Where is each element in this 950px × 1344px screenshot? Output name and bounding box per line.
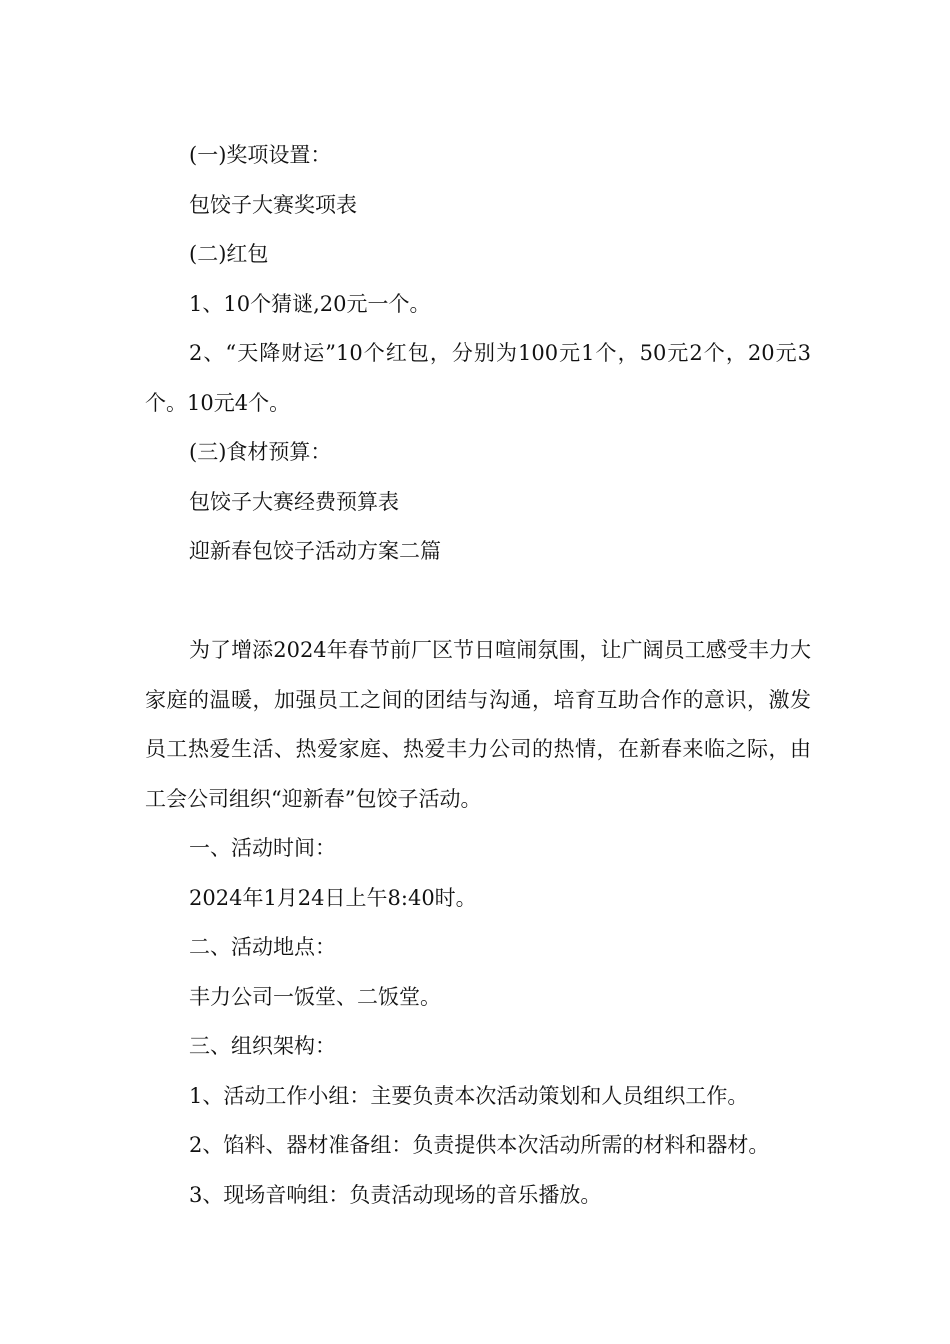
- awards-table-title: 包饺子大赛奖项表: [189, 192, 357, 217]
- budget-heading: (三)食材预算：: [189, 440, 332, 464]
- time-value: 2024年1月24日上午8:40时。: [189, 885, 477, 910]
- place-heading: 二、活动地点：: [189, 935, 336, 959]
- org-heading: 三、组织架构：: [189, 1034, 336, 1058]
- second-plan-title: 迎新春包饺子活动方案二篇: [189, 539, 441, 563]
- red-packet-item-1: 1、10个猜谜,20元一个。: [189, 291, 431, 316]
- place-value: 丰力公司一饭堂、二饭堂。: [189, 984, 441, 1009]
- paragraph-gap: [145, 577, 811, 627]
- awards-heading: (一)奖项设置：: [189, 143, 332, 167]
- red-packet-item-2: 2、“天降财运”10个红包，分别为100元1个，50元2个，20元3个。10元4个。: [145, 341, 811, 415]
- budget-table-title: 包饺子大赛经费预算表: [189, 489, 399, 514]
- intro-paragraph: 为了增添2024年春节前厂区节日喧闹氛围，让广阔员工感受丰力大家庭的温暖，加强员工之间的团结与沟通，培育互助合作的意识，激发员工热爱生活、热爱家庭、热爱丰力公司的热情，在新春来临之际，由工会公司组织“迎新春”包饺子活动。: [145, 638, 811, 811]
- org-item-3: 3、现场音响组：负责活动现场的音乐播放。: [189, 1182, 602, 1207]
- document-page: [145, 131, 811, 1220]
- time-heading: 一、活动时间：: [189, 836, 336, 860]
- org-item-1: 1、活动工作小组：主要负责本次活动策划和人员组织工作。: [189, 1083, 749, 1108]
- org-item-2: 2、馅料、器材准备组：负责提供本次活动所需的材料和器材。: [189, 1133, 770, 1157]
- red-packet-heading: (二)红包: [189, 242, 269, 266]
